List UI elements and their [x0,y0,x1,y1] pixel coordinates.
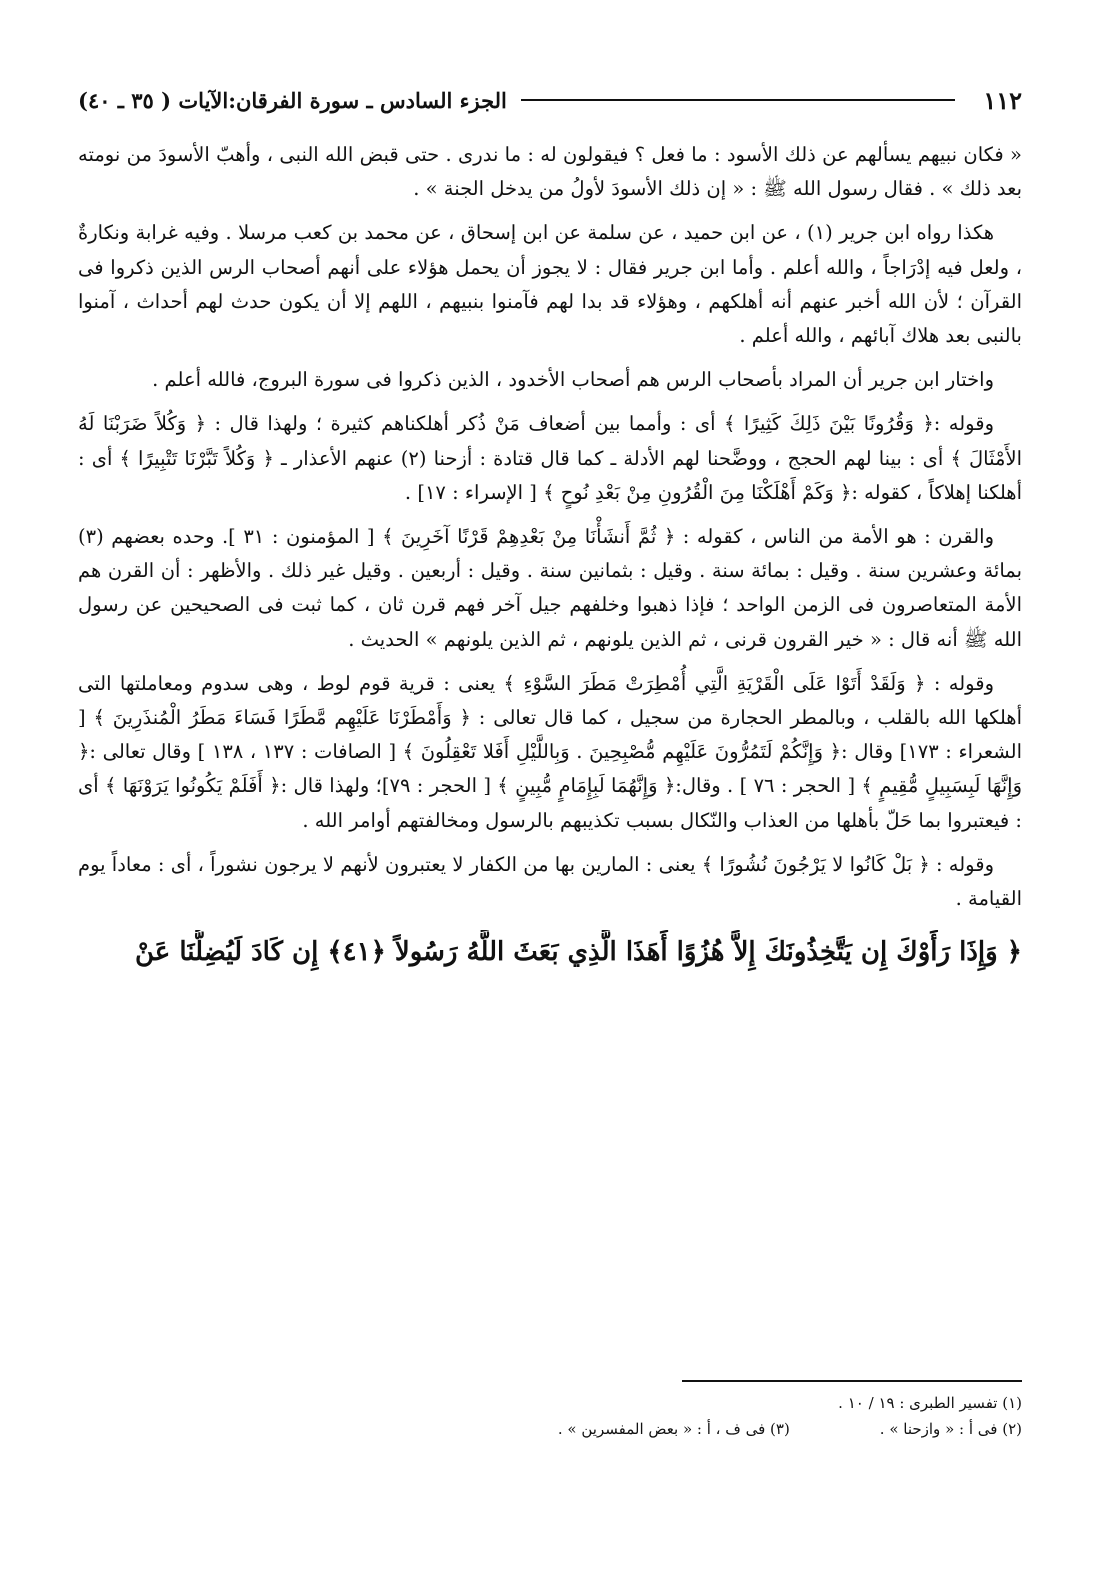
footnote-row [78,1390,1022,1416]
running-title: الجزء السادس ـ سورة الفرقان:الآيات ( ٣٥ ـ ٤٠) [78,87,507,113]
footnote-2: (٢) فى أ : « وازحنا » . [879,1420,1022,1438]
footnotes [78,1390,1022,1442]
document-page [78,78,1022,1438]
paragraph: واختار ابن جرير أن المراد بأصحاب الرس هم أصحاب الأخدود ، الذين ذكروا فى سورة البروج، فالله أعلم . [152,368,994,392]
page-number: ١١٢ [983,85,1022,115]
quran-verse-line: ﴿ وَإِذَا رَأَوْكَ إِن يَتَّخِذُونَكَ إِلاَّ هُزُوًا أَهَذَا الَّذِي بَعَثَ اللَّهُ رَسُولاً ﴿٤١﴾ إِن كَادَ لَيُضِلُّنَا عَنْ [135,937,1022,968]
paragraph: هكذا رواه ابن جرير (١) ، عن ابن حميد ، عن سلمة عن ابن إسحاق ، عن محمد بن كعب مرسلا . وفيه غرابة ونكارةٌ ، ولعل فيه إدْرَاجاً ، والله أعلم . وأما ابن جرير فقال : لا يجوز أن يحمل هؤلاء على أنهم أصحاب الرس الذين ذكروا فى القرآن ؛ لأن الله أخبر عنهم أنه أهلكهم ، وهؤلاء قد بدا لهم فآمنوا بنبيهم ، اللهم إلا أن يكون حدث لهم أحداث ، آمنوا بالنبى بعد هلاك آبائهم ، والله أعلم . [78,221,1022,348]
paragraph: وقوله :﴿ وَقُرُونًا بَيْنَ ذَلِكَ كَثِيرًا ﴾ أى : وأمما بين أضعاف مَنْ ذُكر أهلكناهم كثيرة ؛ ولهذا قال : ﴿ وَكُلاً ضَرَبْنَا لَهُ الأَمْثَالَ ﴾ أى : بينا لهم الحجج ، ووضَّحنا لهم الأدلة ـ كما قال قتادة : أزحنا (٢) عنهم الأعذار ـ ﴿ وَكُلاً تَبَّرْنَا تَتْبِيرًا ﴾ أى : أهلكنا إهلاكاً ، كقوله :﴿ وَكَمْ أَهْلَكْنَا مِنَ الْقُرُونِ مِنْ بَعْدِ نُوحٍ ﴾ [ الإسراء : ١٧] . [78,412,1022,504]
page-header [78,78,1022,122]
page-body [78,138,1022,974]
paragraph: وقوله : ﴿ بَلْ كَانُوا لا يَرْجُونَ نُشُورًا ﴾ يعنى : المارين بها من الكفار لا يعتبرون لأنهم لا يرجون نشوراً ، أى : معاداً يوم القيامة . [78,852,1022,911]
footnote-3: (٣) فى ف ، أ : « بعض المفسرين » . [557,1420,790,1438]
paragraph: « فكان نبيهم يسألهم عن ذلك الأسود : ما فعل ؟ فيقولون له : ما ندرى . حتى قبض الله النبى ، وأهبّ الأسودَ من نومته بعد ذلك » . فقال رسول الله ﷺ : « إن ذلك الأسودَ لأولُ من يدخل الجنة » . [78,143,1022,201]
paragraph: والقرن : هو الأمة من الناس ، كقوله : ﴿ ثُمَّ أَنشَأْنَا مِنْ بَعْدِهِمْ قَرْنًا آخَرِينَ ﴾ [ المؤمنون : ٣١ ]. وحده بعضهم (٣) بمائة وعشرين سنة . وقيل : بمائة سنة . وقيل : بثمانين سنة . وقيل : أربعين . وقيل غير ذلك . والأظهر : أن القرن هم الأمة المتعاصرون فى الزمن الواحد ؛ فإذا ذهبوا وخلفهم جيل آخر فهم قرن ثان ، كما ثبت فى الصحيحين عن رسول الله ﷺ أنه قال : « خير القرون قرنى ، ثم الذين يلونهم ، ثم الذين يلونهم » الحديث . [78,525,1022,651]
footnote-1: (١) تفسير الطبرى : ١٩ / ١٠ . [838,1394,1022,1412]
header-rule [521,99,955,101]
footnote-row [78,1416,1022,1442]
paragraph: وقوله : ﴿ وَلَقَدْ أَتَوْا عَلَى الْقَرْيَةِ الَّتِي أُمْطِرَتْ مَطَرَ السَّوْءِ ﴾ يعنى : قرية قوم لوط ، وهى سدوم ومعاملتها التى أهلكها الله بالقلب ، وبالمطر الحجارة من سجيل ، كما قال تعالى : ﴿ وَأَمْطَرْنَا عَلَيْهِم مَّطَرًا فَسَاءَ مَطَرُ الْمُنذَرِينَ ﴾ [ الشعراء : ١٧٣] وقال :﴿ وَإِنَّكُمْ لَتَمُرُّونَ عَلَيْهِم مُّصْبِحِينَ . وَبِاللَّيْلِ أَفَلا تَعْقِلُونَ ﴾ [ الصافات : ١٣٧ ، ١٣٨ ] وقال تعالى :﴿ وَإِنَّهَا لَبِسَبِيلٍ مُّقِيمٍ ﴾ [ الحجر : ٧٦ ] . وقال:﴿ وَإِنَّهُمَا لَبِإِمَامٍ مُّبِينٍ ﴾ [ الحجر : ٧٩]؛ ولهذا قال :﴿ أَفَلَمْ يَكُونُوا يَرَوْنَهَا ﴾ أى : فيعتبروا بما حَلّ بأهلها من العذاب والنّكال بسبب تكذيبهم بالرسول ومخالفتهم أوامر الله . [78,671,1022,832]
footnote-rule [682,1380,1022,1382]
